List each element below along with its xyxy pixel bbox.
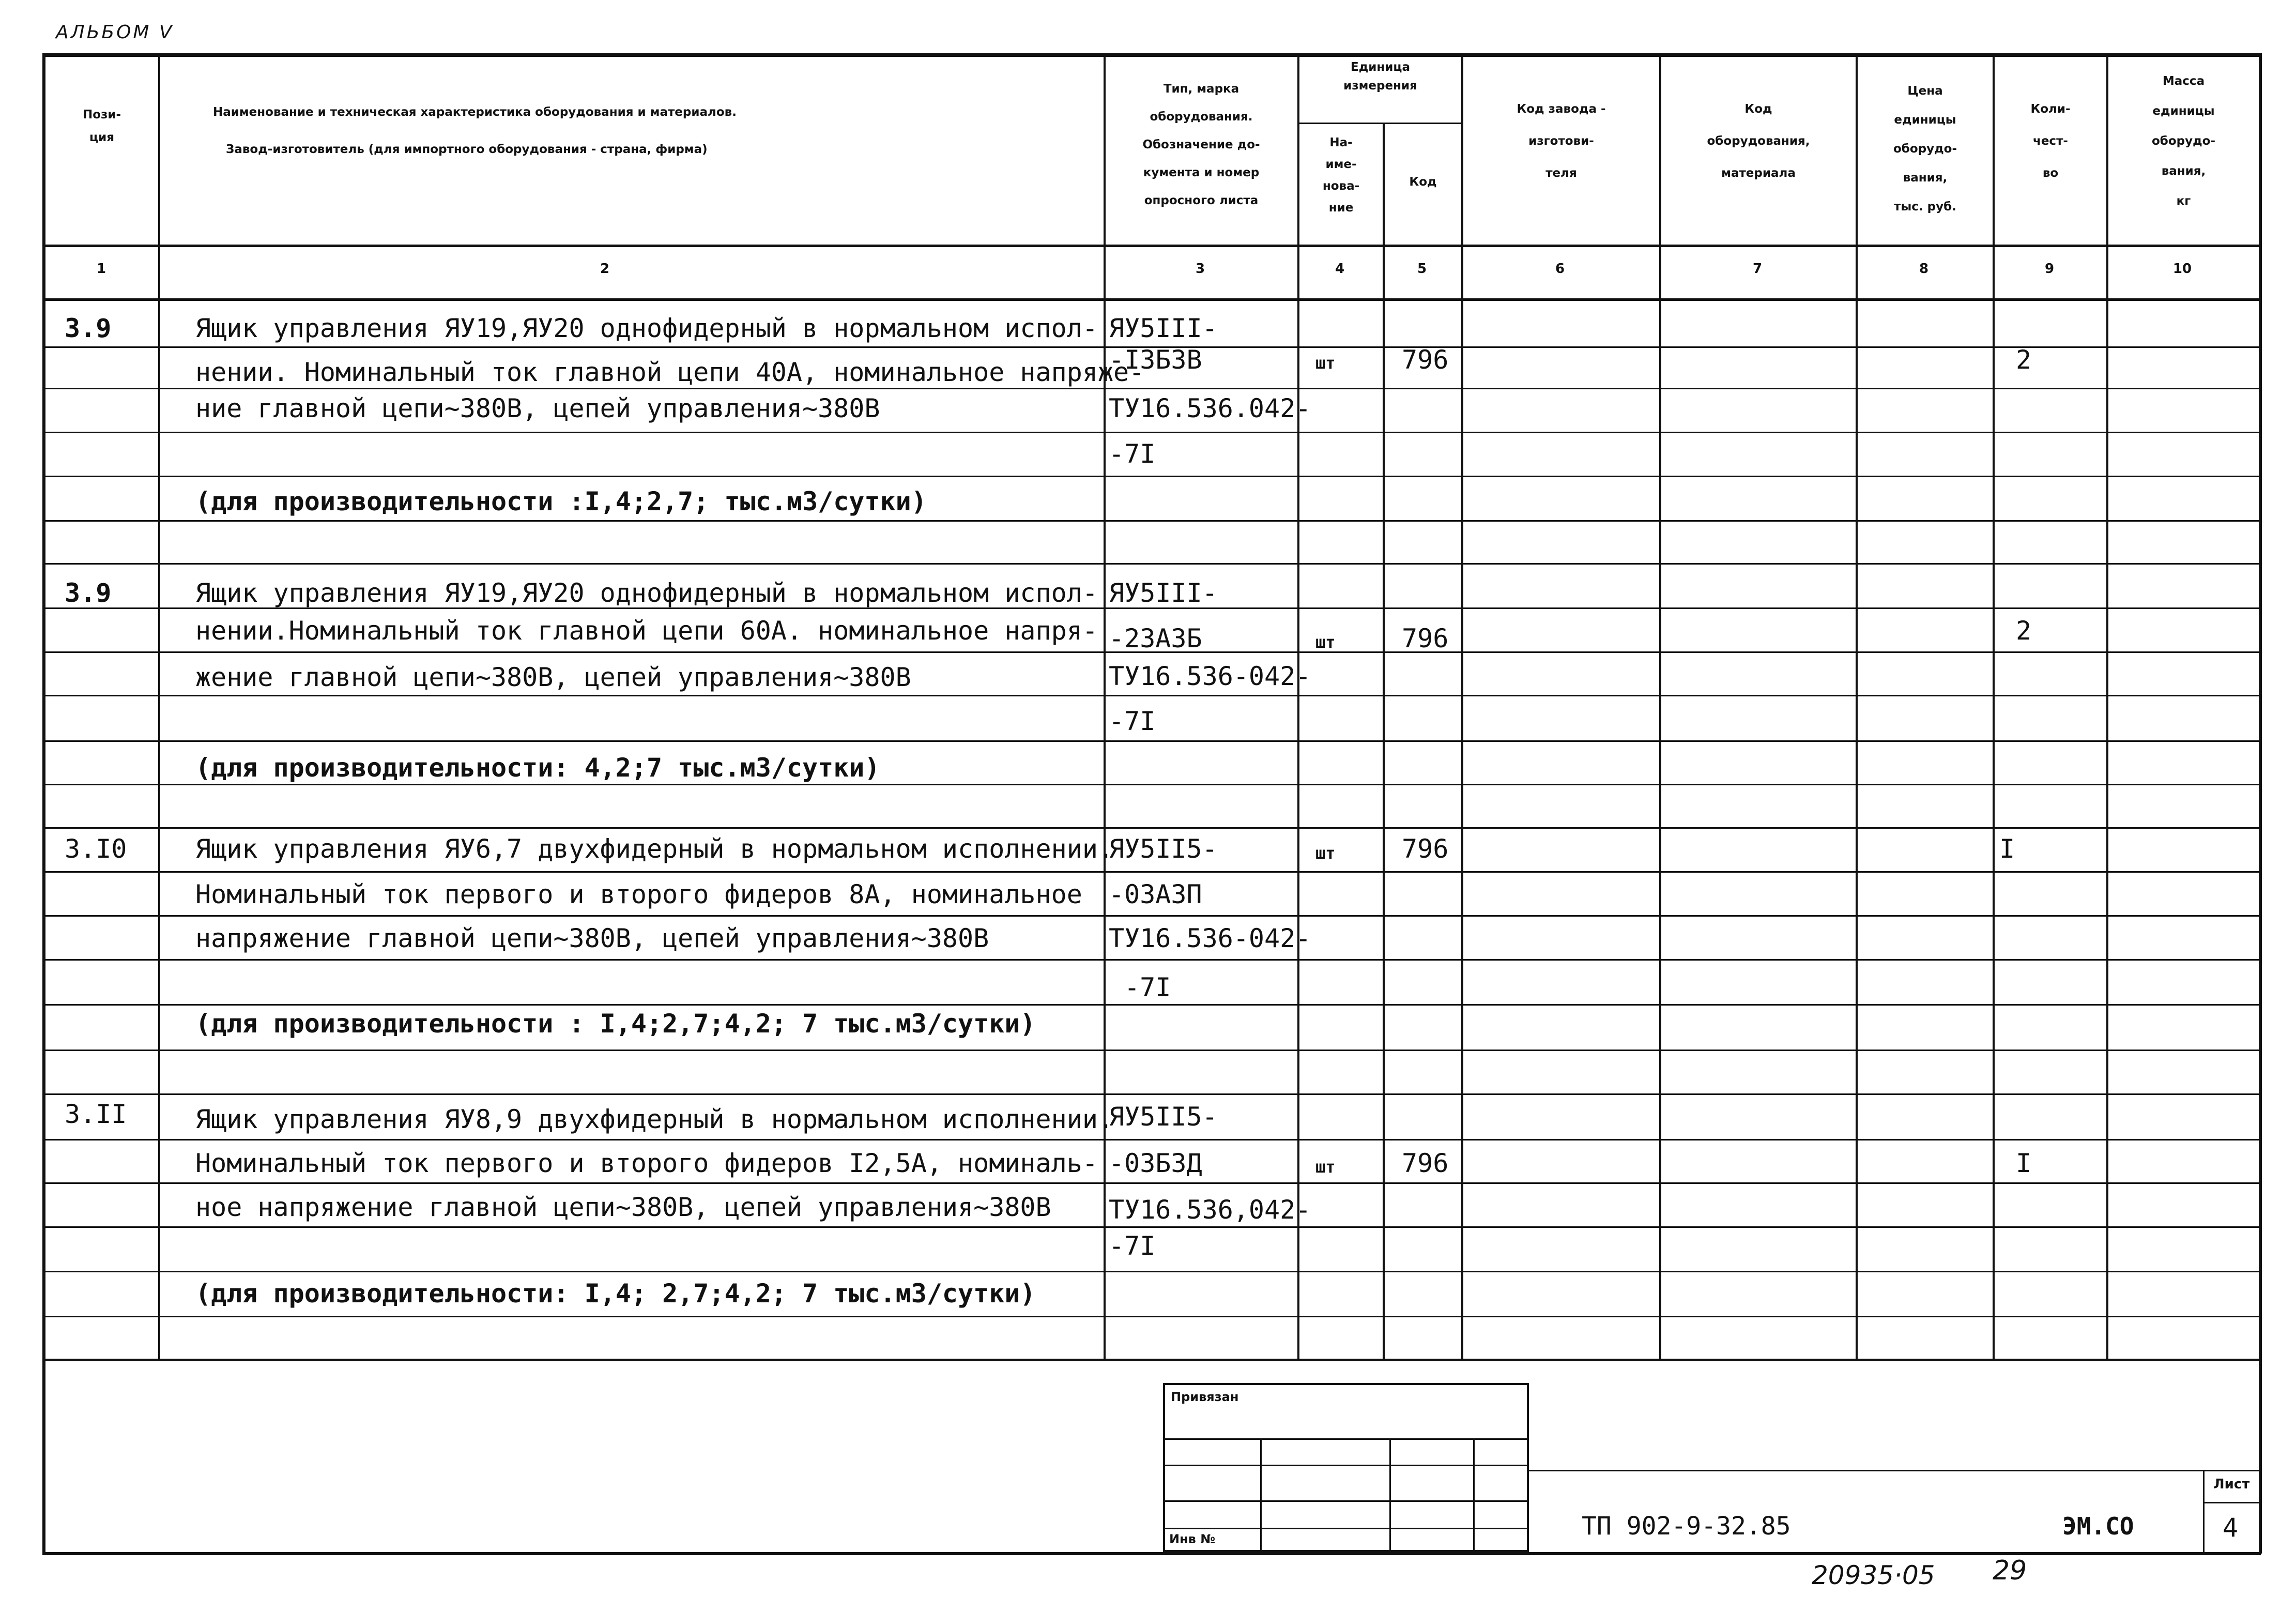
item-description-line: Ящик управления ЯУ6,7 двухфидерный в нормальном исполнении. [195, 834, 1114, 864]
item-unit: шт [1315, 353, 1336, 373]
item-quantity: 2 [2016, 345, 2032, 375]
sheet-number: 4 [2223, 1513, 2239, 1543]
item-type-line: ТУ16.536-042- [1109, 661, 1311, 691]
item-capacity-note: (для производительности: I,4; 2,7;4,2; 7 тыс.м3/сутки) [195, 1279, 1036, 1309]
item-unit: шт [1315, 1157, 1336, 1177]
header-factory-code: Код завода - изготови- теля [1517, 102, 1606, 180]
col-number: 1 [96, 261, 106, 277]
item-description-line: напряжение главной цепи~380В, цепей управления~380В [195, 923, 989, 953]
item-description-line: ние главной цепи~380В, цепей управления~380В [195, 393, 880, 423]
item-unit-code: 796 [1402, 834, 1449, 864]
item-capacity-note: (для производительности : I,4;2,7;4,2; 7 тыс.м3/сутки) [195, 1009, 1036, 1039]
item-type-line: -7I [1109, 439, 1156, 469]
item-description-line: Ящик управления ЯУ8,9 двухфидерный в нормальном исполнении. [195, 1104, 1114, 1134]
item-type-line: ТУ16.536-042- [1109, 923, 1311, 953]
item-description-line: нении. Номинальный ток главной цепи 40А, номинальное напряже- [195, 357, 1145, 387]
header-unit-name: На- име- нова- ние [1322, 136, 1360, 215]
item-position: 3.I0 [65, 834, 127, 864]
header-unit: Единица измерения [1343, 60, 1417, 93]
item-unit: шт [1315, 632, 1336, 652]
item-description-line: жение главной цепи~380В, цепей управления~380В [195, 662, 911, 692]
item-description-line: Номинальный ток первого и второго фидеров 8А, номинальное [195, 879, 1082, 909]
header-name: Наименование и техническая характеристика оборудования и материалов. Завод-изготовитель (для импортного оборудования - страна, фирма) [213, 105, 737, 156]
sheet-label: Лист [2213, 1477, 2250, 1492]
page-number: 29 [1993, 1555, 2027, 1586]
album-label: АЛЬБОМ V [56, 22, 174, 43]
item-description-line: ное напряжение главной цепи~380В, цепей управления~380В [195, 1192, 1051, 1222]
item-unit-code: 796 [1402, 345, 1449, 375]
document-code: ТП 902-9-32.85 [1582, 1512, 1791, 1541]
item-type-line: -7I [1109, 706, 1156, 736]
inventory-number-label: Инв № [1169, 1532, 1216, 1546]
item-position: 3.9 [65, 313, 112, 343]
col-number: 2 [600, 261, 610, 277]
item-description-line: Ящик управления ЯУ19,ЯУ20 однофидерный в нормальном испол- [195, 578, 1098, 608]
item-type-line: -03А3П [1109, 879, 1202, 909]
header-type: Тип, марка оборудования. Обозначение до- кумента и номер опросного листа [1142, 82, 1260, 207]
item-capacity-note: (для производительности :I,4;2,7; тыс.м3/сутки) [195, 486, 927, 516]
header-price: Цена единицы оборудо- вания, тыс. руб. [1893, 84, 1957, 214]
sheet-code: ЭМ.СО [2062, 1512, 2134, 1540]
item-description-line: Ящик управления ЯУ19,ЯУ20 однофидерный в нормальном испол- [195, 313, 1098, 343]
col-number: 3 [1195, 261, 1205, 277]
item-description-line: нении.Номинальный ток главной цепи 60А. номинальное напря- [195, 616, 1098, 646]
item-unit: шт [1315, 843, 1336, 863]
col-number: 9 [2044, 261, 2055, 277]
item-unit-code: 796 [1402, 623, 1449, 653]
item-type-line: -23А3Б [1109, 623, 1202, 653]
col-number: 7 [1752, 261, 1763, 277]
header-equipment-code: Код оборудования, материала [1707, 102, 1810, 180]
item-type-line: -I3Б3В [1109, 345, 1202, 375]
inventory-number: 20935·05 [1812, 1560, 1935, 1590]
item-quantity: I [1999, 834, 2015, 864]
binding-label: Привязан [1171, 1390, 1239, 1404]
item-type-line: ЯУ5III- [1109, 578, 1218, 608]
item-quantity: 2 [2016, 616, 2032, 646]
item-type-line: -03Б3Д [1109, 1148, 1202, 1178]
col-number: 8 [1919, 261, 1929, 277]
item-type-line: -7I [1124, 972, 1171, 1002]
item-type-line: ЯУ5II5- [1109, 1102, 1218, 1132]
item-type-line: ТУ16.536.042- [1109, 393, 1311, 423]
header-position: Пози- ция [82, 108, 121, 144]
header-unit-code: Код [1409, 175, 1437, 189]
item-capacity-note: (для производительности: 4,2;7 тыс.м3/сутки) [195, 753, 880, 783]
col-number: 10 [2172, 261, 2192, 277]
col-number: 5 [1417, 261, 1427, 277]
col-number: 4 [1335, 261, 1345, 277]
item-quantity: I [2016, 1148, 2032, 1178]
col-number: 6 [1555, 261, 1565, 277]
item-type-line: ЯУ5II5- [1109, 834, 1218, 864]
item-type-line: -7I [1109, 1231, 1156, 1261]
item-description-line: Номинальный ток первого и второго фидеров I2,5А, номиналь- [195, 1148, 1098, 1178]
item-type-line: ЯУ5III- [1109, 313, 1218, 343]
header-mass: Масса единицы оборудо- вания, кг [2151, 74, 2216, 208]
header-quantity: Коли- чест- во [2030, 102, 2071, 180]
item-type-line: ТУ16.536,042- [1109, 1195, 1311, 1225]
item-unit-code: 796 [1402, 1148, 1449, 1178]
item-position: 3.9 [65, 578, 112, 608]
item-position: 3.II [65, 1099, 127, 1129]
